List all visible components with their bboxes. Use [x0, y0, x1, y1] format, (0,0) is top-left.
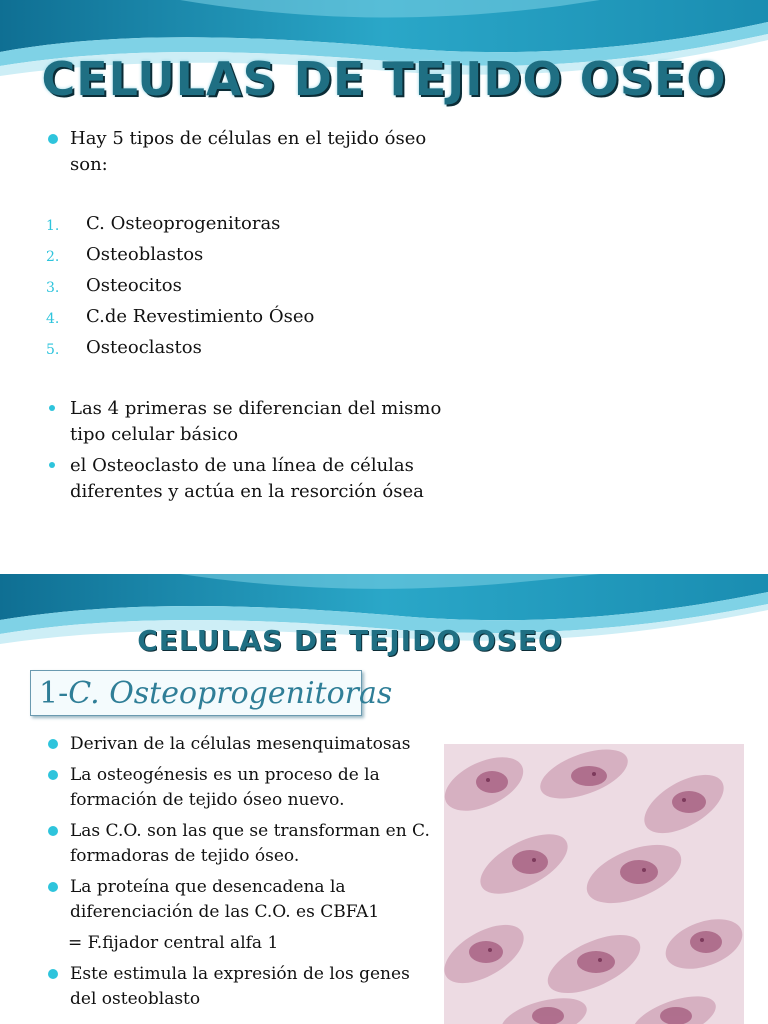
list-item: La osteogénesis es un proceso de la formación de tejido óseo nuevo. — [46, 763, 432, 813]
list-item: 3. Osteocitos — [46, 275, 182, 296]
section-heading-box — [30, 670, 393, 716]
bullet-icon — [48, 770, 58, 780]
bullet-icon — [49, 462, 55, 468]
notes-list — [46, 396, 446, 510]
bullet-icon — [48, 882, 58, 892]
list-item: Este estimula la expresión de los genes del osteoblasto — [46, 962, 432, 1012]
slide-divider — [0, 552, 768, 574]
section-heading: C. Osteoprogenitoras — [68, 676, 393, 711]
list-item: Las C.O. son las que se transforman en C. formadoras de tejido óseo. — [46, 819, 432, 869]
list-item: 1. C. Osteoprogenitoras — [46, 213, 281, 234]
section-number: 1- — [39, 676, 69, 711]
list-item: 2. Osteoblastos — [46, 244, 204, 265]
note-item: el Osteoclasto de una línea de células diferentes y actúa en la resorción ósea — [46, 453, 446, 505]
intro-item: Hay 5 tipos de células en el tejido óseo son: — [46, 126, 446, 178]
micrograph-illustration — [444, 744, 744, 1024]
list-item: = F.fijador central alfa 1 — [68, 933, 279, 953]
note-item: Las 4 primeras se diferencian del mismo tipo celular básico — [46, 396, 446, 448]
slide-title: CELULAS DE TEJIDO OSEO — [137, 624, 563, 657]
list-item: Derivan de la células mesenquimatosas — [46, 732, 432, 757]
slide-title: CELULAS DE TEJIDO OSEO — [41, 52, 727, 106]
intro-list — [46, 126, 446, 178]
bullet-icon — [49, 405, 55, 411]
micrograph-image — [444, 744, 744, 1024]
list-item: 5. Osteoclastos — [46, 337, 202, 358]
bullet-icon — [48, 826, 58, 836]
bullet-icon — [48, 134, 58, 144]
slide-2 — [0, 574, 768, 1024]
content-list — [46, 732, 432, 1018]
bullet-icon — [48, 969, 58, 979]
list-item: La proteína que desencadena la diferenciación de las C.O. es CBFA1 — [46, 875, 432, 925]
bullet-icon — [48, 739, 58, 749]
list-item: 4. C.de Revestimiento Óseo — [46, 306, 315, 327]
cell-types-list — [46, 212, 314, 367]
